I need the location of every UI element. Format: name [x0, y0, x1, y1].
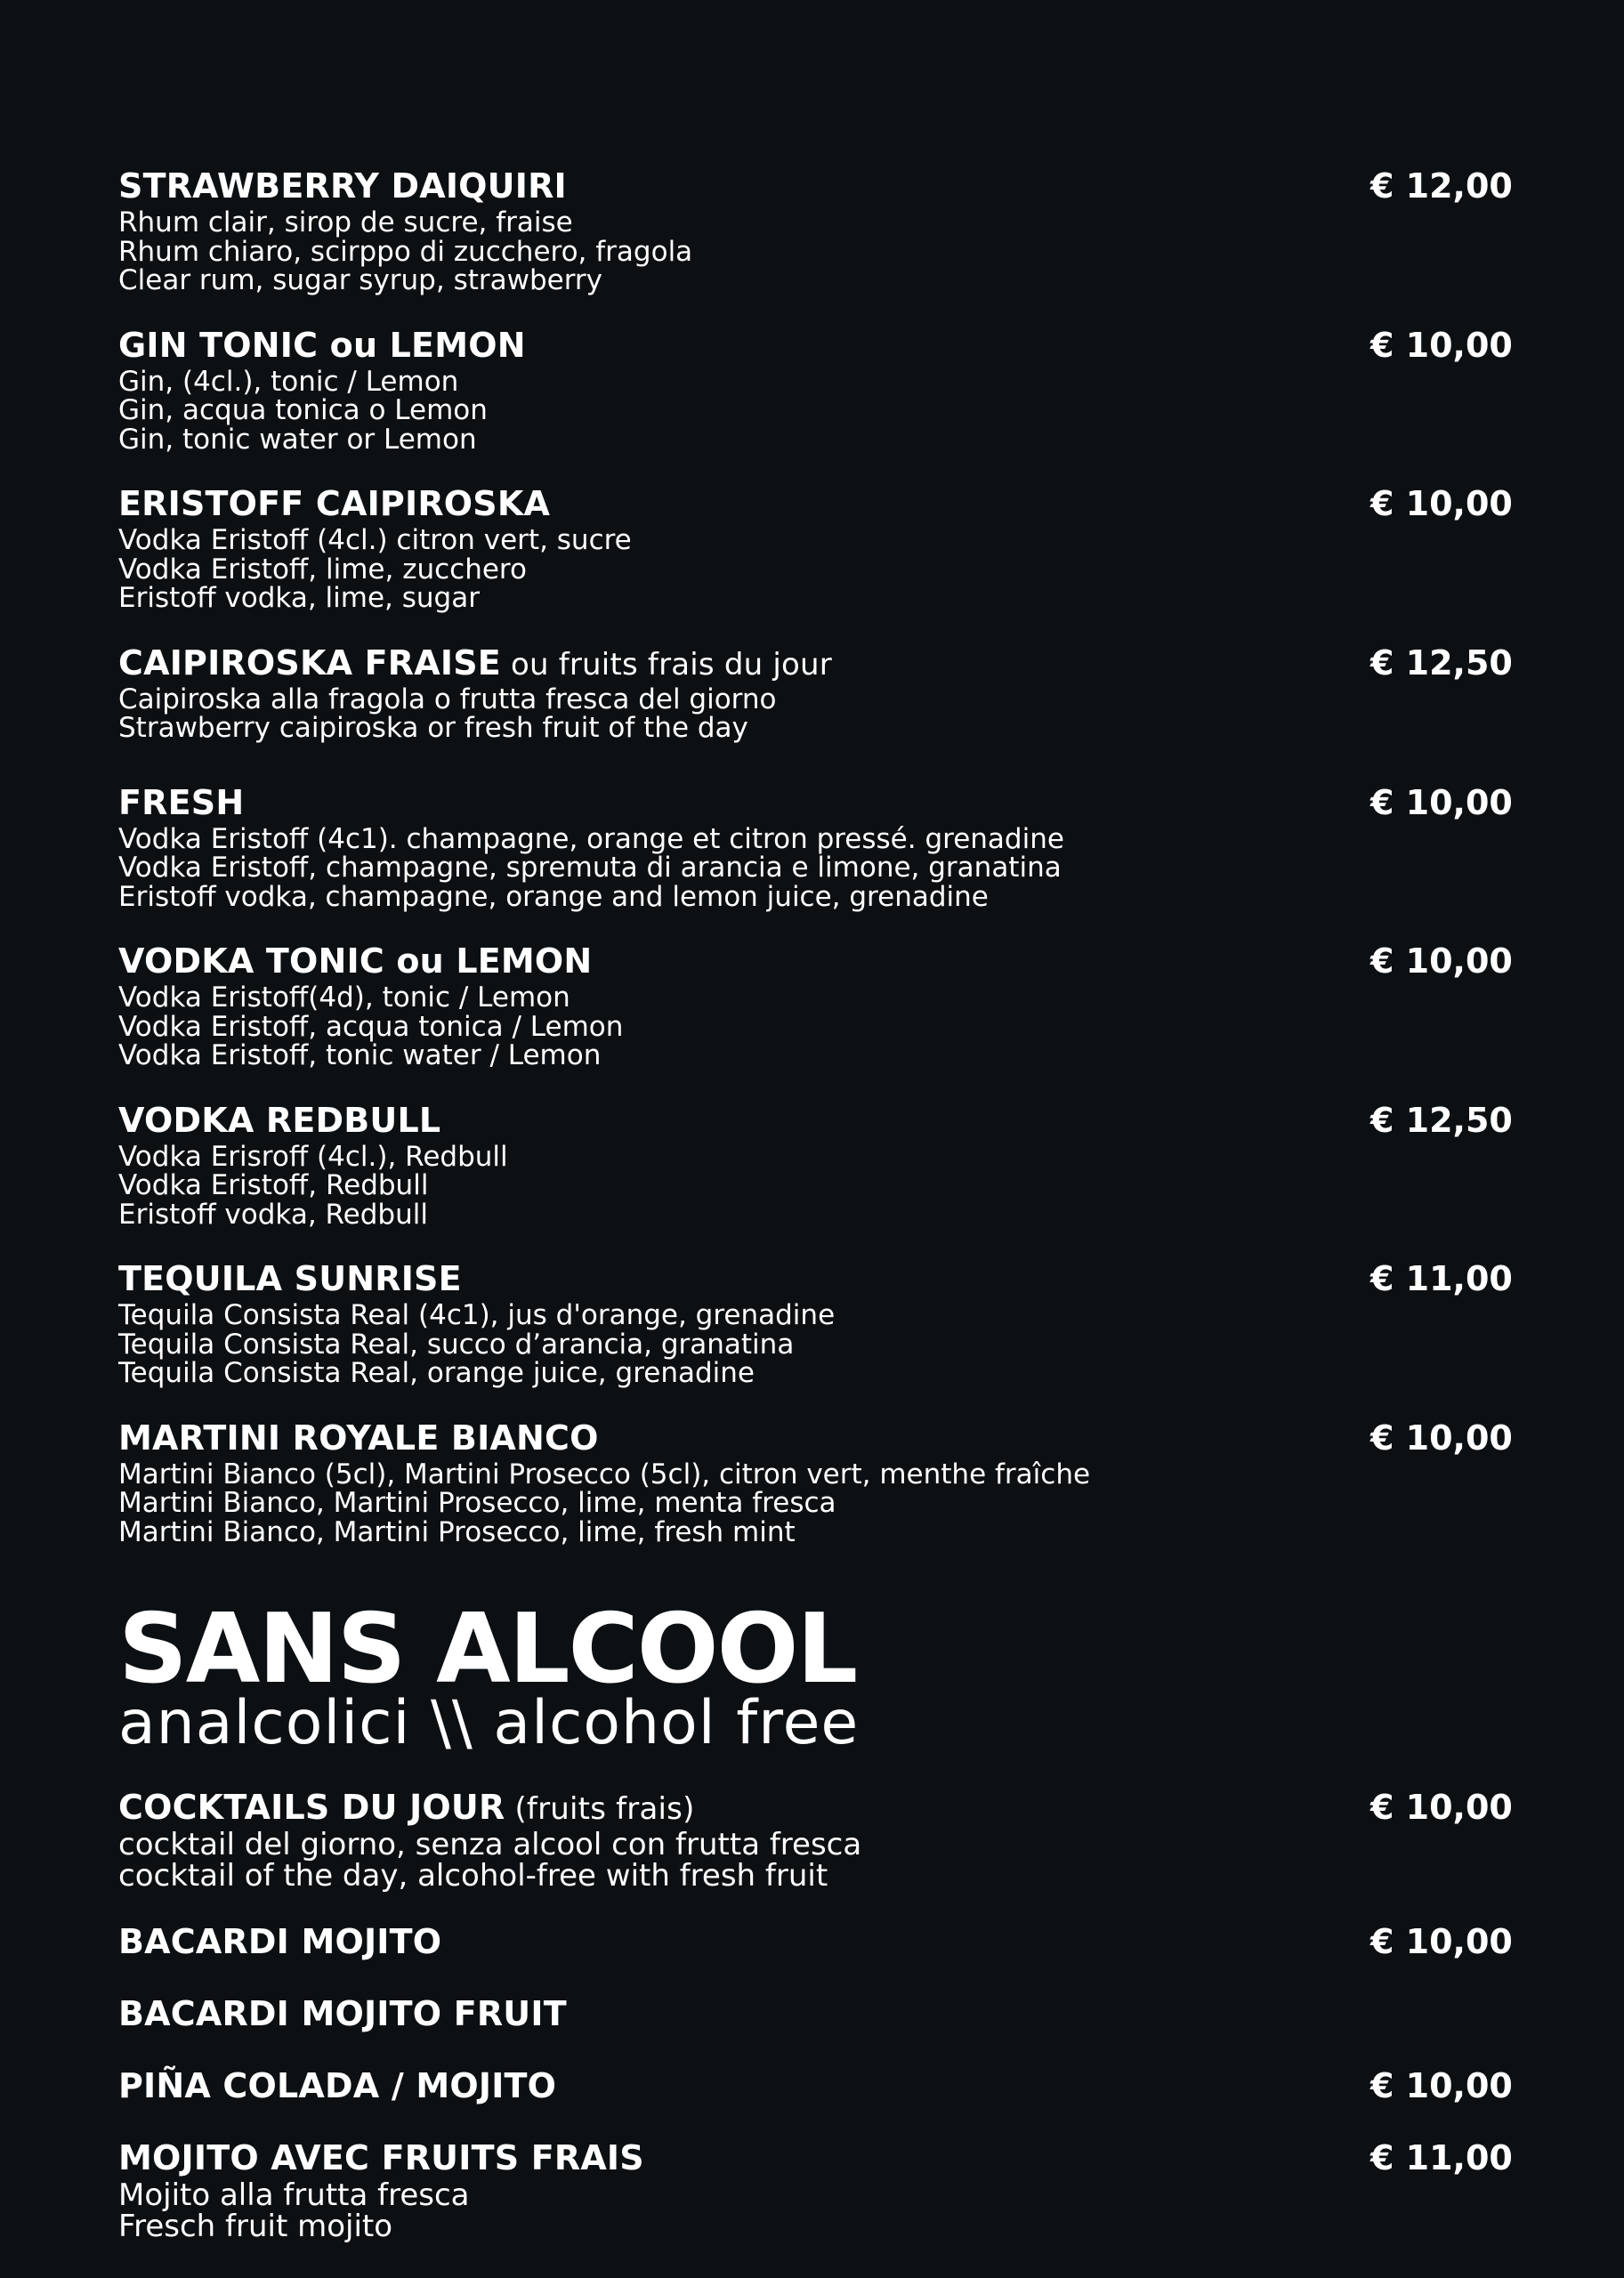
item-price: € 10,00	[1370, 325, 1513, 365]
item-price: € 12,00	[1370, 166, 1513, 206]
item-name: VODKA REDBULL	[118, 1100, 441, 1140]
item-name: CAIPIROSKA FRAISE ou fruits frais du jour	[118, 642, 832, 683]
item-price: € 11,00	[1370, 1259, 1513, 1298]
item-name: FRESH	[118, 782, 245, 822]
item-desc-it: Tequila Consista Real, succo d’arancia, granatina	[118, 1328, 795, 1361]
menu-item-pina-colada-mojito	[118, 2065, 1513, 2108]
menu-item-eristoff-caipiroska	[118, 483, 1513, 614]
item-price: € 10,00	[1370, 2066, 1513, 2105]
menu-item-fresh	[118, 782, 1513, 913]
item-desc-it: Rhum chiaro, scirppo di zucchero, fragola	[118, 235, 693, 268]
menu-item-strawberry-daiquiri	[118, 166, 1513, 296]
menu-item-mojito-fruits-frais	[118, 2137, 1513, 2244]
menu-item-gin-tonic	[118, 325, 1513, 456]
item-desc-fr: Martini Bianco (5cl), Martini Prosecco (5cl), citron vert, menthe fraîche	[118, 1458, 1091, 1490]
item-desc-en: Vodka Eristoff, tonic water / Lemon	[118, 1039, 602, 1071]
section-subtitle: analcolici \\ alcohol free	[118, 1688, 860, 1758]
item-name: ERISTOFF CAIPIROSKA	[118, 484, 551, 523]
cocktail-menu	[118, 166, 1513, 2272]
item-desc-en: Eristoff vodka, champagne, orange and lemon juice, grenadine	[118, 880, 989, 913]
item-desc-it: Gin, acqua tonica o Lemon	[118, 394, 488, 426]
item-price: € 12,50	[1370, 1100, 1513, 1140]
item-desc-fr: Vodka Eristoff(4d), tonic / Lemon	[118, 981, 570, 1014]
menu-item-bacardi-mojito-fruit	[118, 1993, 1507, 2036]
item-name: PIÑA COLADA / MOJITO	[118, 2066, 557, 2105]
item-name: MARTINI ROYALE BIANCO	[118, 1418, 599, 1458]
item-name: COCKTAILS DU JOUR (fruits frais)	[118, 1788, 695, 1827]
item-price: € 10,00	[1370, 484, 1513, 523]
item-price: € 12,50	[1370, 642, 1513, 683]
item-price: € 10,00	[1370, 941, 1513, 981]
menu-item-caipiroska-fraise	[118, 642, 1513, 744]
item-desc-it: Vodka Eristoff, champagne, spremuta di arancia e limone, granatina	[118, 852, 1062, 884]
item-desc-en: Martini Bianco, Martini Prosecco, lime, fresh mint	[118, 1515, 796, 1548]
item-desc-en: Tequila Consista Real, orange juice, grenadine	[118, 1357, 755, 1389]
item-desc-en: Strawberry caipiroska or fresh fruit of the day	[118, 712, 748, 744]
item-desc-en: Eristoff vodka, Redbull	[118, 1198, 428, 1231]
menu-item-martini-royale-bianco	[118, 1418, 1513, 1548]
item-desc-fr: Tequila Consista Real (4c1), jus d'orange, grenadine	[118, 1299, 836, 1331]
item-desc-en: Eristoff vodka, lime, sugar	[118, 582, 480, 614]
item-desc-fr: Vodka Eristoff (4c1). champagne, orange et citron pressé. grenadine	[118, 822, 1064, 855]
item-desc-it: Martini Bianco, Martini Prosecco, lime, menta fresca	[118, 1487, 836, 1519]
item-desc-fr: Vodka Eristoff (4cl.) citron vert, sucre	[118, 524, 632, 556]
menu-item-tequila-sunrise	[118, 1258, 1513, 1389]
item-name: STRAWBERRY DAIQUIRI	[118, 166, 567, 206]
item-name: GIN TONIC ou LEMON	[118, 325, 526, 365]
menu-item-vodka-redbull	[118, 1100, 1513, 1231]
item-desc-it: Vodka Eristoff, acqua tonica / Lemon	[118, 1010, 624, 1043]
item-desc-fr: Vodka Erisroff (4cl.), Redbull	[118, 1140, 508, 1173]
item-name: MOJITO AVEC FRUITS FRAIS	[118, 2138, 644, 2177]
item-desc-en: Clear rum, sugar syrup, strawberry	[118, 264, 603, 296]
item-desc-it: Mojito alla frutta fresca	[118, 2177, 470, 2213]
menu-item-bacardi-mojito	[118, 1921, 1513, 1964]
item-name: BACARDI MOJITO FRUIT	[118, 1994, 567, 2033]
menu-item-vodka-tonic	[118, 941, 1513, 1071]
section-title: SANS ALCOOL	[118, 1594, 857, 1705]
sans-alcool-section-header	[118, 1594, 1507, 1758]
item-price: € 11,00	[1370, 2138, 1513, 2177]
item-price: € 10,00	[1370, 1418, 1513, 1458]
item-desc-it: Vodka Eristoff, Redbull	[118, 1169, 429, 1201]
menu-item-cocktails-du-jour	[118, 1787, 1513, 1894]
item-desc-en: cocktail of the day, alcohol-free with fresh fruit	[118, 1858, 828, 1894]
item-name: TEQUILA SUNRISE	[118, 1259, 462, 1298]
item-price: € 10,00	[1370, 782, 1513, 822]
sans-alcool-list	[118, 1787, 1513, 2244]
item-name: VODKA TONIC ou LEMON	[118, 941, 593, 981]
item-desc-en: Gin, tonic water or Lemon	[118, 423, 477, 456]
item-price: € 10,00	[1370, 1922, 1513, 1961]
item-desc-it: cocktail del giorno, senza alcool con frutta fresca	[118, 1827, 862, 1862]
item-desc-it: Vodka Eristoff, lime, zucchero	[118, 553, 527, 586]
item-desc-fr: Gin, (4cl.), tonic / Lemon	[118, 365, 459, 398]
item-desc-fr: Rhum clair, sirop de sucre, fraise	[118, 206, 573, 238]
item-price: € 10,00	[1370, 1788, 1513, 1827]
item-name: BACARDI MOJITO	[118, 1922, 442, 1961]
item-desc-en: Fresch fruit mojito	[118, 2209, 393, 2244]
item-desc-it: Caipiroska alla fragola o frutta fresca del giorno	[118, 683, 777, 715]
